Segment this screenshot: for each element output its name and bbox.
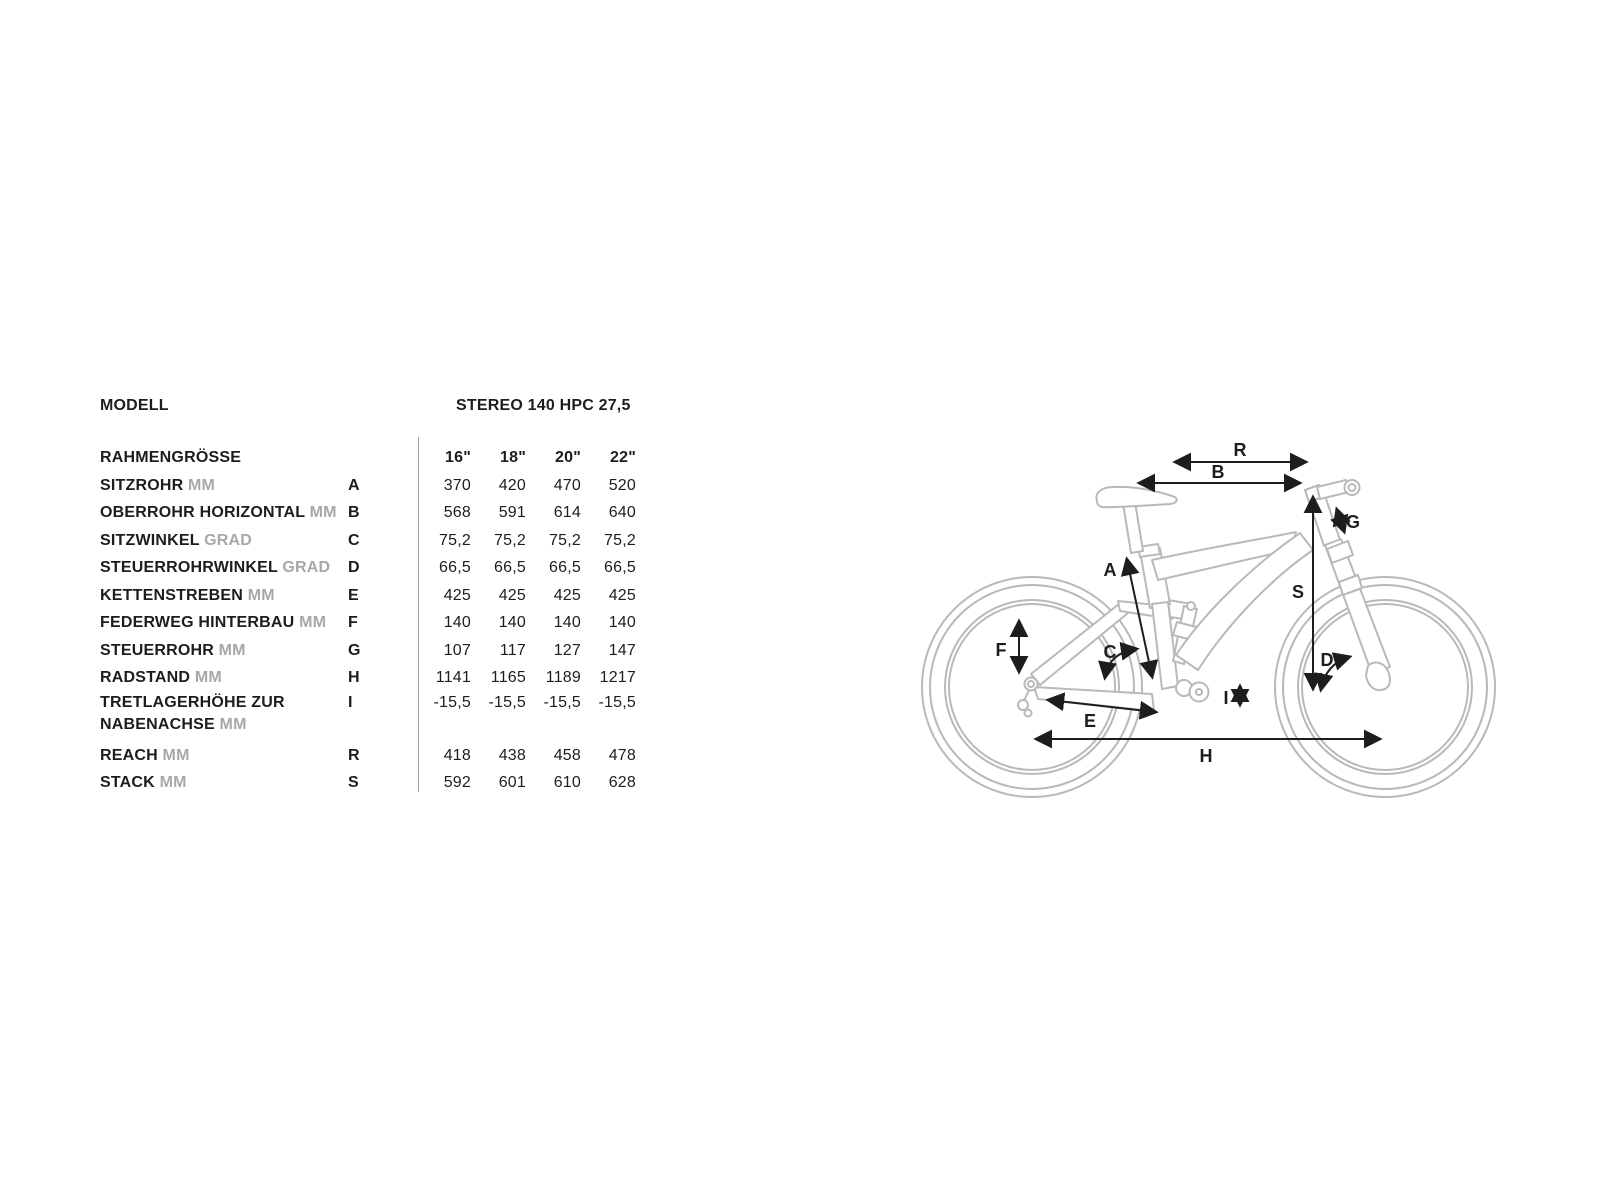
row-unit: MM [188, 476, 216, 494]
row-value: 601 [498, 774, 526, 791]
row-value: 140 [443, 614, 471, 631]
row-value: 592 [443, 774, 471, 791]
row-unit: GRAD [204, 531, 253, 549]
row-unit: GRAD [282, 559, 331, 576]
dim-label-B: B [1211, 462, 1225, 482]
row-value: 425 [443, 586, 471, 604]
geometry-table [100, 444, 636, 797]
dim-label-G: G [1345, 512, 1361, 532]
row-value: 610 [553, 774, 581, 791]
row-label: SITZWINKEL GRAD [100, 531, 253, 549]
row-unit: MM [219, 716, 247, 733]
row-label: KETTENSTREBEN MM [100, 586, 275, 604]
dim-label-F: F [995, 640, 1007, 660]
row-value: 420 [498, 476, 526, 494]
row-unit: MM [159, 774, 187, 791]
row-letter [346, 444, 416, 472]
row-value: 75,2 [549, 531, 581, 549]
row-label: RADSTAND MM [100, 669, 222, 686]
row-letter: R [348, 746, 360, 764]
row-value: 75,2 [604, 531, 636, 549]
table-row [100, 472, 636, 500]
row-value: 568 [443, 504, 471, 521]
fork-dropout [1366, 663, 1390, 691]
table-row [100, 742, 636, 770]
dim-label-E: E [1083, 711, 1097, 731]
row-value: 425 [553, 586, 581, 604]
bb-axle [1196, 689, 1202, 695]
row-label: STEUERROHRWINKEL GRAD [100, 559, 331, 576]
row-value: 18" [500, 449, 526, 466]
arrow-G [1337, 510, 1344, 531]
row-value: 147 [608, 641, 636, 659]
row-value: 370 [443, 476, 471, 494]
row-value: -15,5 [433, 693, 471, 711]
table-row [100, 444, 636, 472]
row-value: 66,5 [604, 559, 636, 576]
row-unit: MM [162, 746, 190, 764]
row-value: 1141 [435, 669, 471, 686]
row-label: REACH MM [100, 746, 190, 764]
row-value: 66,5 [439, 559, 471, 576]
row-value: 1165 [490, 669, 526, 686]
model-label: MODELL [100, 397, 169, 414]
seatpost [1123, 502, 1143, 553]
row-value: 16" [445, 449, 471, 466]
row-value: 425 [498, 586, 526, 604]
row-label: FEDERWEG HINTERBAU MM [100, 614, 327, 631]
row-unit: MM [218, 641, 246, 659]
row-value: 107 [443, 641, 471, 659]
row-value: -15,5 [488, 693, 526, 711]
table-row [100, 609, 636, 637]
table-row [100, 582, 636, 610]
row-value: 458 [553, 746, 581, 764]
row-unit: MM [299, 614, 327, 631]
row-value: 470 [553, 476, 581, 494]
row-value: 478 [608, 746, 636, 764]
row-value: 520 [608, 476, 636, 494]
row-value: 140 [608, 614, 636, 631]
row-value: 1189 [545, 669, 581, 686]
dim-label-D: D [1320, 650, 1334, 670]
row-label: TRETLAGERHÖHE ZUR NABENACHSE MM [100, 693, 285, 733]
row-label: SITZROHR MM [100, 476, 216, 494]
dim-label-I: I [1223, 688, 1229, 708]
saddle [1096, 487, 1176, 507]
row-label: OBERROHR HORIZONTAL MM [100, 504, 337, 521]
dim-label-A: A [1103, 560, 1117, 580]
row-letter: G [348, 641, 361, 659]
row-letter: F [348, 614, 358, 631]
dim-label-S: S [1291, 582, 1305, 602]
row-value: 425 [608, 586, 636, 604]
table-row [100, 527, 636, 555]
row-letter: B [348, 504, 360, 521]
row-letter: C [348, 531, 360, 549]
row-value: 614 [553, 504, 581, 521]
row-value: 75,2 [494, 531, 526, 549]
row-value: 117 [499, 641, 526, 659]
model-row [100, 392, 660, 420]
table-row [100, 499, 636, 527]
row-value: 438 [498, 746, 526, 764]
row-label: STEUERROHR MM [100, 641, 246, 659]
row-value: 640 [608, 504, 636, 521]
table-row [100, 637, 636, 665]
row-unit: MM [247, 586, 275, 604]
row-value: 22" [610, 449, 636, 466]
chainstay [1034, 687, 1154, 711]
table-row [100, 664, 636, 692]
row-value: 140 [498, 614, 526, 631]
table-row [100, 692, 636, 742]
grip-inner [1349, 484, 1356, 491]
dim-label-C: C [1103, 642, 1117, 662]
row-value: -15,5 [598, 693, 636, 711]
row-letter: S [348, 774, 359, 791]
row-value: 418 [443, 746, 471, 764]
geometry-rows [100, 444, 636, 797]
bike-diagram [880, 400, 1500, 820]
table-row [100, 769, 636, 797]
row-value: 75,2 [439, 531, 471, 549]
row-value: 66,5 [549, 559, 581, 576]
table-row [100, 554, 636, 582]
row-letter: I [348, 693, 353, 711]
dim-label-H: H [1199, 746, 1213, 766]
shock-eyelet [1187, 602, 1195, 610]
row-value: 127 [553, 641, 581, 659]
row-value: 66,5 [494, 559, 526, 576]
dim-label-R: R [1233, 440, 1247, 460]
row-label: STACK MM [100, 774, 187, 791]
rear-hub-axle [1028, 681, 1034, 687]
row-value: 1217 [599, 669, 636, 686]
row-label: RAHMENGRÖSSE [100, 449, 242, 466]
row-letter: D [348, 559, 360, 576]
derailleur-upper [1018, 700, 1028, 710]
derailleur-lower [1025, 710, 1032, 717]
row-value: 20" [555, 449, 581, 466]
row-letter: H [348, 669, 360, 686]
table-divider [418, 437, 420, 792]
row-value: -15,5 [543, 693, 581, 711]
row-value: 591 [498, 504, 526, 521]
model-value: STEREO 140 HPC 27,5 [456, 397, 631, 414]
row-unit: MM [309, 504, 337, 521]
row-value: 140 [553, 614, 581, 631]
row-letter: A [348, 476, 360, 494]
row-unit: MM [194, 669, 222, 686]
row-letter: E [348, 586, 359, 604]
row-value: 628 [608, 774, 636, 791]
